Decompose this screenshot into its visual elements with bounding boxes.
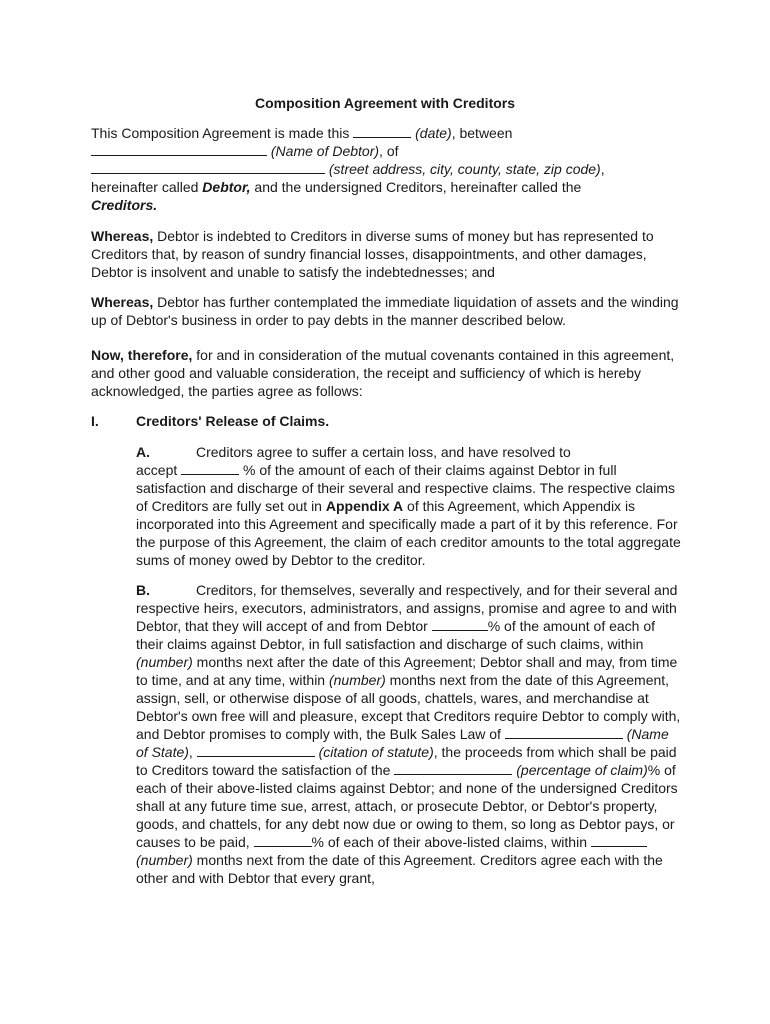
appendix-reference: Appendix A [325,498,404,514]
address-blank[interactable] [91,160,325,174]
state-label: (Name of State) [136,726,669,760]
intro-text: This Composition Agreement is made this [91,125,354,141]
paragraph-a [136,443,681,569]
paragraph-b-text: % of the amount of each of their claims against Debtor, in full satisfaction and discharge of such claims, within [136,618,656,652]
paragraph-b-text: months next from the date of this Agreement. Creditors agree each with the other and with Debtor that every grant, [136,852,663,886]
number-label: (number) [328,672,386,688]
debtor-term: Debtor, [202,179,251,195]
citation-label: (citation of statute) [318,744,434,760]
percentage-blank[interactable] [394,761,512,775]
whereas-paragraph-2 [91,293,691,329]
number-label: (number) [136,852,193,868]
whereas-lead: Whereas, [91,228,154,244]
intro-text: hereinafter called [91,179,203,195]
paragraph-b-text: months next after the date of this Agreement; Debtor shall and may, from time to time, and at any time, within [136,654,678,688]
debtor-name-blank[interactable] [91,142,267,156]
creditors-term: Creditors. [91,197,158,213]
citation-blank[interactable] [197,743,315,757]
paragraph-b-text: , [188,744,193,760]
percent-blank[interactable] [254,833,312,847]
number-blank[interactable] [591,833,647,847]
paragraph-b [136,581,681,887]
paragraph-b-label: B. [136,582,150,598]
whereas-text: Debtor has further contemplated the immediate liquidation of assets and the winding up of Debtor's business in order to pay debts in the manner described below. [91,294,679,328]
paragraph-b-text: , the proceeds from which shall be paid to Creditors toward the satisfaction of the [136,744,677,778]
percent-blank[interactable] [432,617,488,631]
state-blank[interactable] [505,725,623,739]
paragraph-b-text: Creditors, for themselves, severally and respectively, and for their several and respective heirs, executors, administrators, and assigns, promise and agree to and with Debtor, that they will accept of and from Debtor [136,582,678,634]
paragraph-b-text: months next from the date of this Agreement, assign, sell, or otherwise dispose of all goods, chattels, wares, and merchandise at Debtor's own free will and pleasure, except that Creditors require Debtor to comply with, and Debtor promises to comply with, the Bulk Sales Law of [136,672,681,742]
whereas-lead: Whereas, [91,294,154,310]
percent-blank[interactable] [181,461,239,475]
now-therefore-lead: Now, therefore, [91,347,193,363]
section-title: Creditors' Release of Claims. [136,413,330,429]
intro-paragraph [91,124,691,214]
address-label: (street address, city, county, state, zip code) [328,161,601,177]
section-number: I. [91,413,99,429]
intro-text: and the undersigned Creditors, hereinafter called the [250,179,582,195]
date-label: (date) [415,125,452,141]
percentage-label: (percentage of claim) [516,762,648,778]
now-therefore-text: for and in consideration of the mutual covenants contained in this agreement, and other good and valuable consideration, the receipt and sufficiency of which is hereby acknowledged, the parties agree as follows: [91,347,675,399]
date-blank[interactable] [353,124,411,138]
number-label: (number) [136,654,193,670]
intro-text: , of [379,143,399,159]
now-therefore-paragraph [91,346,691,400]
paragraph-b-text: % of each of their above-listed claims, within [311,834,591,850]
intro-text: , [600,161,605,177]
debtor-name-label: (Name of Debtor) [270,143,380,159]
paragraph-a-label: A. [136,444,150,460]
whereas-paragraph-1 [91,227,691,281]
paragraph-a-text: Creditors agree to suffer a certain loss, and have resolved to [196,444,571,460]
paragraph-a-text: accept [136,462,182,478]
whereas-text: Debtor is indebted to Creditors in diverse sums of money but has represented to Creditors that, by reason of sundry financial losses, disappointments, and other damages, Debtor is insolvent and unable to satisfy the indebtednesses; and [91,228,654,280]
intro-text: , between [451,125,513,141]
paragraph-a-text: of this Agreement, which Appendix is incorporated into this Agreement and specifically made a part of it by this reference. For the purpose of this Agreement, the claim of each creditor amounts to the total aggregate sums of money owed by Debtor to the creditor. [136,498,681,568]
paragraph-b-text: % of each of their above-listed claims against Debtor; and none of the undersigned Creditors shall at any future time sue, arrest, attach, or prosecute Debtor, or Debtor's property, goods, and chattels, for any debt now due or owing to them, so long as Debtor pays, or causes to be paid, [136,762,678,850]
paragraph-a-text: % of the amount of each of their claims against Debtor in full satisfaction and discharge of their several and respective claims. The respective claims of Creditors are fully set out in [136,462,675,514]
document-title: Composition Agreement with Creditors [254,95,516,111]
